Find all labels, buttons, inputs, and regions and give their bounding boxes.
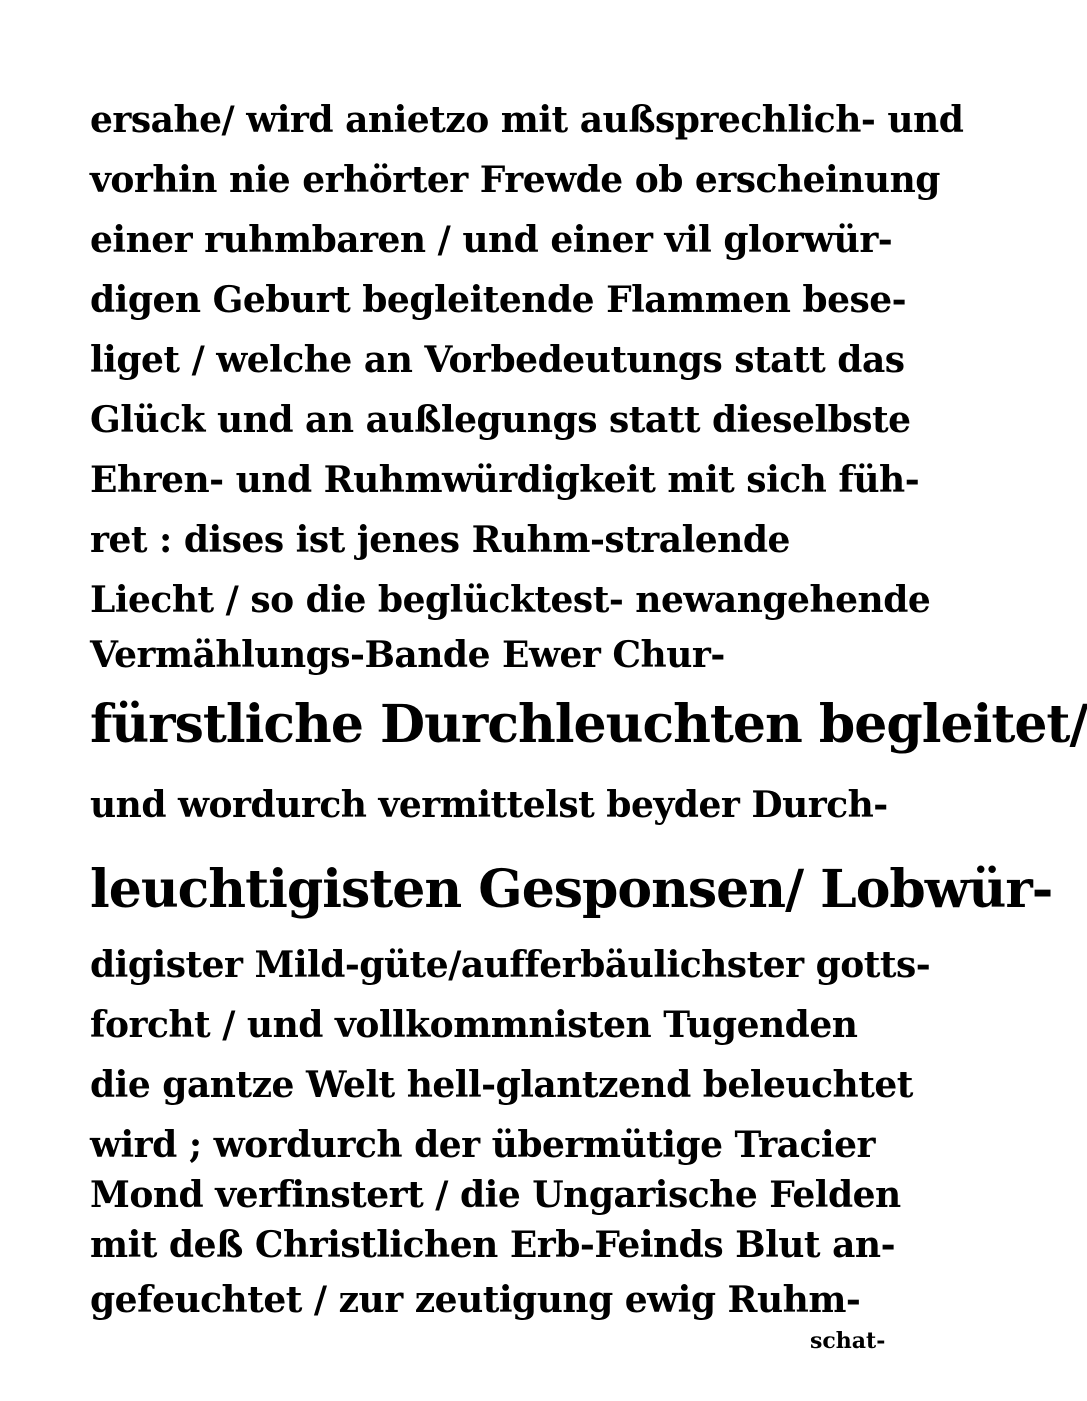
text-line-8: ret : dises ist jenes Ruhm-stralende	[90, 519, 790, 561]
text-line-6: Glück und an außlegungs statt dieselbste	[90, 399, 911, 441]
text-line-13: leuchtigisten Gesponsen/ Lobwür-	[90, 859, 1053, 920]
text-line-11: fürstliche Durchleuchten begleitet/	[90, 694, 1087, 755]
text-line-14: digister Mild-güte/aufferbäulichster gotts-	[90, 944, 931, 986]
text-line-4: digen Geburt begleitende Flammen bese-	[90, 279, 907, 321]
text-line-12: und wordurch vermittelst beyder Durch-	[90, 784, 888, 826]
text-line-3: einer ruhmbaren / und einer vil glorwür-	[90, 219, 893, 261]
text-line-10: Vermählungs-Bande Ewer Chur-	[90, 634, 725, 676]
text-line-17: wird ; wordurch der übermütige Tracier	[90, 1124, 875, 1166]
text-line-5: liget / welche an Vorbedeutungs statt das	[90, 339, 905, 381]
text-line-7: Ehren- und Ruhmwürdigkeit mit sich füh-	[90, 459, 920, 501]
text-line-16: die gantze Welt hell-glantzend beleuchtet	[90, 1064, 913, 1106]
text-line-15: forcht / und vollkommnisten Tugenden	[90, 1004, 858, 1046]
text-line-2: vorhin nie erhörter Frewde ob erscheinung	[90, 159, 940, 201]
text-line-9: Liecht / so die beglücktest- newangehende	[90, 579, 931, 621]
text-line-18: Mond verfinstert / die Ungarische Felden	[90, 1174, 901, 1216]
catchword: schat-	[810, 1328, 886, 1354]
text-line-20: gefeuchtet / zur zeutigung ewig Ruhm-	[90, 1279, 861, 1321]
text-line-1: ersahe/ wird anietzo mit außsprechlich- und	[90, 99, 964, 141]
text-line-19: mit deß Christlichen Erb-Feinds Blut an-	[90, 1224, 896, 1266]
